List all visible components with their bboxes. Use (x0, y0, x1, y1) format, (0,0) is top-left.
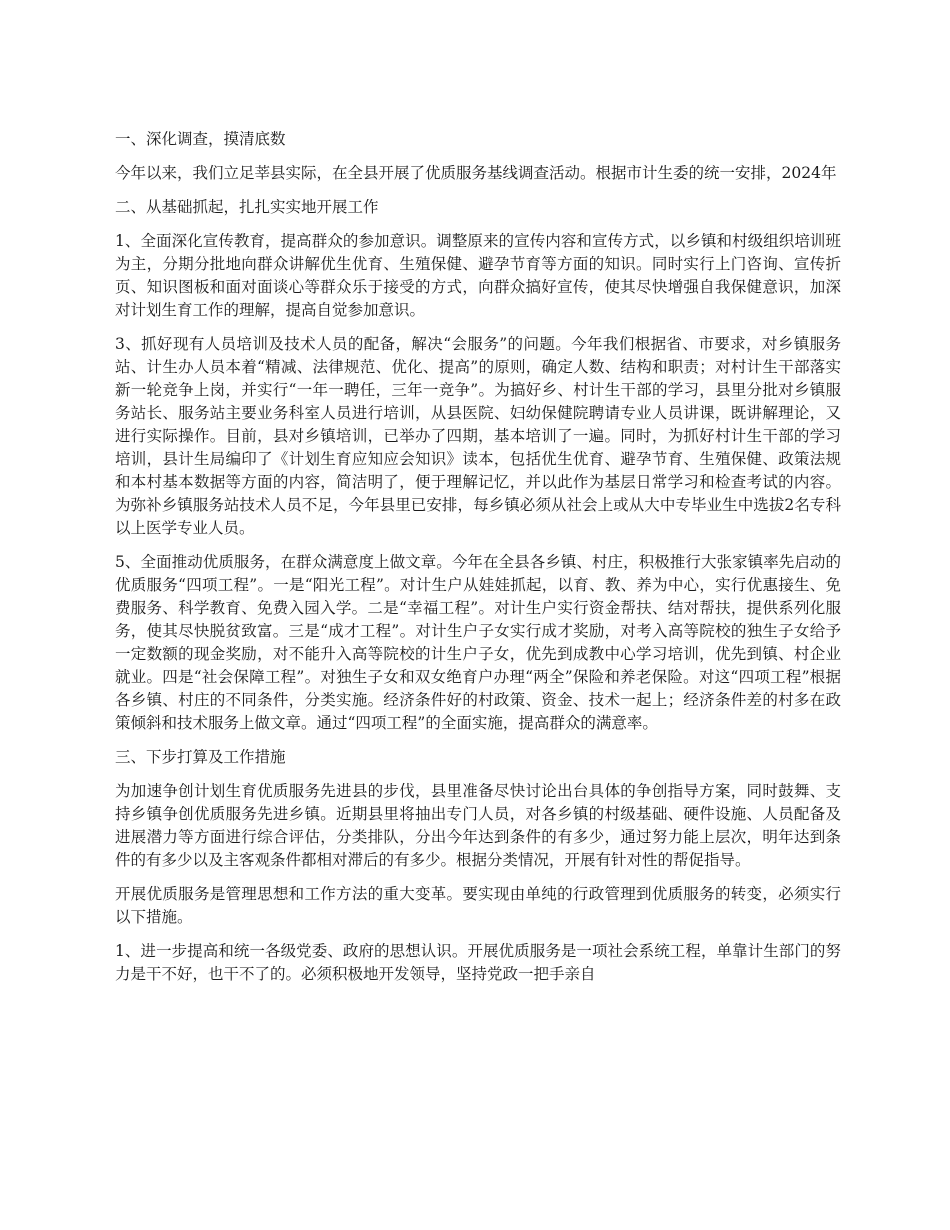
paragraph-measure-1: 1、进一步提高和统一各级党委、政府的思想认识。开展优质服务是一项社会系统工程，单靠计生部门的努力是干不好，也干不了的。必须积极地开发领导，坚持党政一把手亲自 (115, 942, 841, 983)
section-heading-2: 二、从基础抓起，扎扎实实地开展工作 (115, 198, 379, 216)
paragraph-item-5: 5、全面推动优质服务，在群众满意度上做文章。今年在全县各乡镇、村庄，积极推行大张家镇率先启动的优质服务“四项工程”。一是“阳光工程”。对计生户从娃娃抓起，以育、教、养为中心，实行优惠接生、免费服务、科学教育、免费入园入学。二是“幸福工程”。对计生户实行资金帮扶、结对帮扶，提供系列化服务，使其尽快脱贫致富。三是“成才工程”。对计生户子女实行成才奖励，对考入高等院校的独生子女给予一定数额的现金奖励，对不能升入高等院校的计生户子女，优先到成教中心学习培训，优先到镇、村企业就业。四是“社会保障工程”。对独生子女和双女绝育户办理“两全”保险和养老保险。对这“四项工程”根据各乡镇、村庄的不同条件，分类实施。经济条件好的村政策、资金、技术一起上；经济条件差的村多在政策倾斜和技术服务上做文章。通过“四项工程”的全面实施，提高群众的满意率。 (115, 553, 841, 732)
section-heading-3: 三、下步打算及工作措施 (115, 748, 286, 766)
section-heading-1: 一、深化调查，摸清底数 (115, 130, 286, 148)
paragraph-item-3: 3、抓好现有人员培训及技术人员的配备，解决“会服务”的问题。今年我们根据省、市要求，对乡镇服务站、计生办人员本着“精减、法律规范、优化、提高”的原则，确定人数、结构和职责；对村计生干部落实新一轮竞争上岗，并实行“一年一聘任，三年一竞争”。为搞好乡、村计生干部的学习，县里分批对乡镇服务站长、服务站主要业务科室人员进行培训，从县医院、妇幼保健院聘请专业人员讲课，既讲解理论，又进行实际操作。目前，县对乡镇培训，已举办了四期，基本培训了一遍。同时，为抓好村计生干部的学习培训，县计生局编印了《计划生育应知应会知识》读本，包括优生优育、避孕节育、生殖保健、政策法规和本村基本数据等方面的内容，简洁明了，便于理解记忆，并以此作为基层日常学习和检查考试的内容。为弥补乡镇服务站技术人员不足，今年县里已安排，每乡镇必须从社会上或从大中专毕业生中选拔2名专科以上医学专业人员。 (115, 335, 841, 537)
paragraph-intro: 今年以来，我们立足莘县实际，在全县开展了优质服务基线调查活动。根据市计生委的统一安排，2024年 (115, 164, 837, 182)
paragraph-item-1: 1、全面深化宣传教育，提高群众的参加意识。调整原来的宣传内容和宣传方式，以乡镇和村级组织培训班为主，分期分批地向群众讲解优生优育、生殖保健、避孕节育等方面的知识。同时实行上门咨询、宣传折页、知识图板和面对面谈心等群众乐于接受的方式，向群众搞好宣传，使其尽快增强自我保健意识，加深对计划生育工作的理解，提高自觉参加意识。 (115, 232, 841, 319)
paragraph-plan: 为加速争创计划生育优质服务先进县的步伐，县里准备尽快讨论出台具体的争创指导方案，同时鼓舞、支持乡镇争创优质服务先进乡镇。近期县里将抽出专门人员，对各乡镇的村级基础、硬件设施、人员配备及进展潜力等方面进行综合评估，分类排队，分出今年达到条件的有多少，通过努力能上层次，明年达到条件的有多少以及主客观条件都相对滞后的有多少。根据分类情况，开展有针对性的帮促指导。 (115, 782, 841, 869)
paragraph-measures-intro: 开展优质服务是管理思想和工作方法的重大变革。要实现由单纯的行政管理到优质服务的转变，必须实行以下措施。 (115, 885, 841, 926)
document-page (115, 128, 841, 997)
